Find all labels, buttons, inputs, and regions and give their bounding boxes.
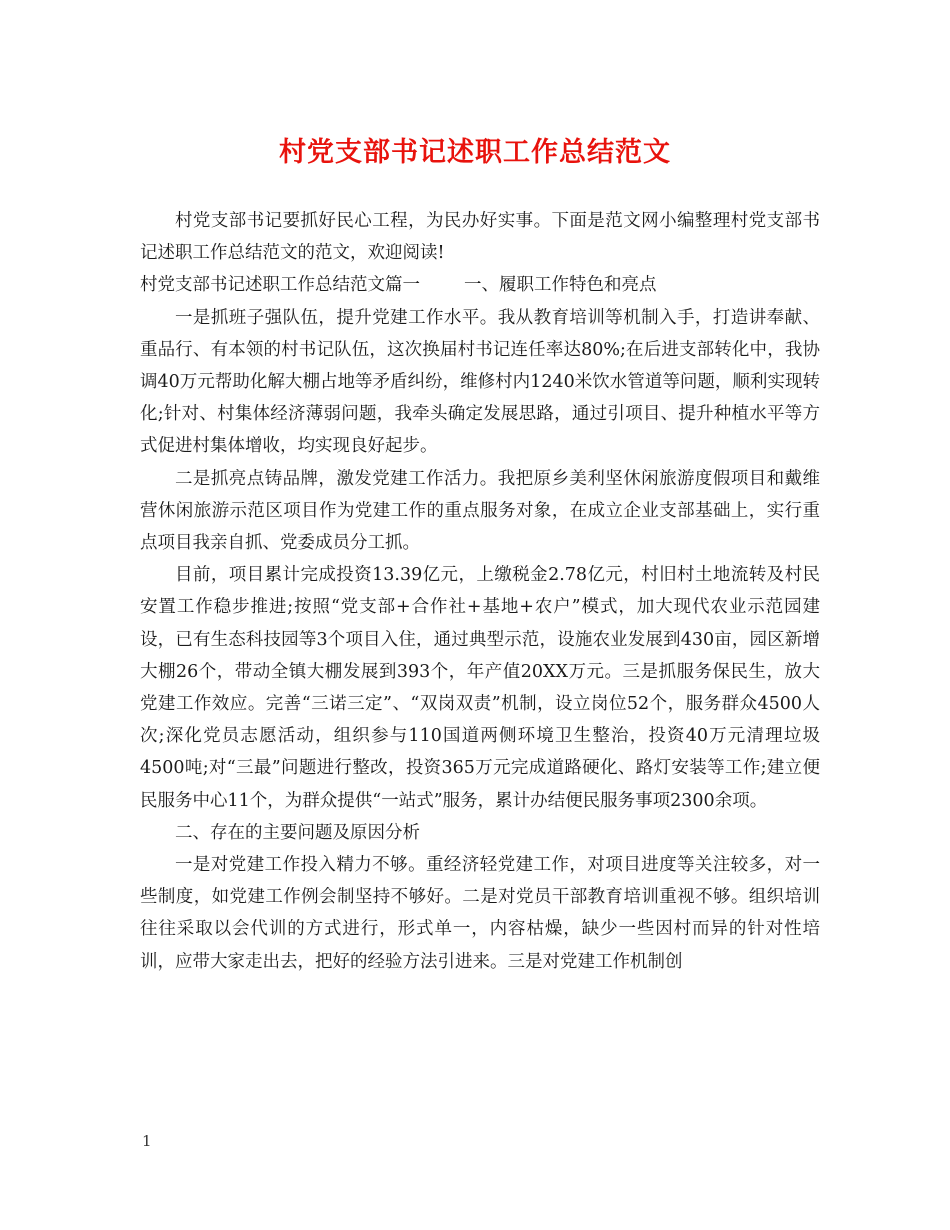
document-body — [140, 205, 820, 978]
section-heading-1: 一、履职工作特色和亮点 — [464, 275, 657, 296]
paragraph-2: 二是抓亮点铸品牌，激发党建工作活力。我把原乡美利坚休闲旅游度假项目和戴维营休闲旅游示范区项目作为党建工作的重点服务对象，在成立企业支部基础上，实行重点项目我亲自抓、党委成员分工抓。 — [140, 468, 820, 554]
paragraph-4: 一是对党建工作投入精力不够。重经济轻党建工作，对项目进度等关注较多，对一些制度，如党建工作例会制坚持不够好。二是对党员干部教育培训重视不够。组织培训往往采取以会代训的方式进行，形式单一，内容枯燥，缺少一些因村而异的针对性培训，应带大家走出去，把好的经验方法引进来。三是对党建工作机制创 — [140, 855, 820, 972]
paragraph-1: 一是抓班子强队伍，提升党建工作水平。我从教育培训等机制入手，打造讲奉献、重品行、有本领的村书记队伍，这次换届村书记连任率达80%;在后进支部转化中，我协调40万元帮助化解大棚占地等矛盾纠纷，维修村内1240米饮水管道等问题，顺利实现转化;针对、村集体经济薄弱问题，我牵头确定发展思路，通过引项目、提升种植水平等方式促进村集体增收，均实现良好起步。 — [140, 307, 820, 457]
section-heading-2: 二、存在的主要问题及原因分析 — [175, 822, 420, 843]
paragraph-3: 目前，项目累计完成投资13.39亿元，上缴税金2.78亿元，村旧村土地流转及村民安置工作稳步推进;按照“党支部+合作社+基地+农户”模式，加大现代农业示范园建设，已有生态科技园等3个项目入住，通过典型示范，设施农业发展到430亩，园区新增大棚26个，带动全镇大棚发展到393个，年产值20XX万元。三是抓服务保民生，放大党建工作效应。完善“三诺三定”、“双岗双责”机制，设立岗位52个，服务群众4500人次;深化党员志愿活动，组织参与110国道两侧环境卫生整治，投资40万元清理垃圾4500吨;对“三最”问题进行整改，投资365万元完成道路硬化、路灯安装等工作;建立便民服务中心11个，为群众提供“一站式”服务，累计办结便民服务事项2300余项。 — [140, 565, 820, 811]
section-line — [140, 269, 820, 301]
article-subtitle: 村党支部书记述职工作总结范文篇一 — [140, 275, 420, 296]
intro-paragraph: 村党支部书记要抓好民心工程，为民办好实事。下面是范文网小编整理村党支部书记述职工作总结范文的范文，欢迎阅读! — [140, 211, 820, 264]
page-number: 1 — [142, 1132, 152, 1150]
document-title: 村党支部书记述职工作总结范文 — [279, 137, 671, 168]
